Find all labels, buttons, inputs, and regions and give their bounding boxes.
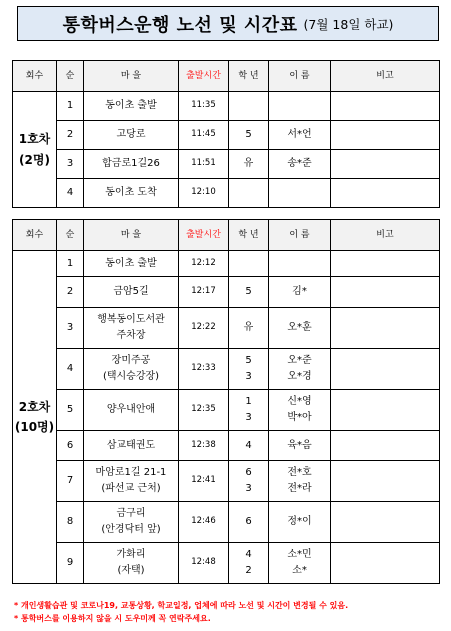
- student-name: 전*호 전*라: [269, 461, 331, 502]
- table-row: [13, 502, 440, 543]
- table-row: [13, 251, 440, 277]
- student-name: 오*준 오*경: [269, 349, 331, 390]
- departure-time: 12:10: [179, 179, 229, 208]
- header-note: 비고: [331, 220, 440, 251]
- student-grade: [229, 92, 269, 121]
- bus1-schedule-table: [12, 60, 440, 208]
- header-village: 마 을: [84, 61, 179, 92]
- stop-number: 7: [57, 461, 84, 502]
- departure-time: 12:35: [179, 390, 229, 431]
- stop-number: 6: [57, 431, 84, 461]
- note-cell: [331, 121, 440, 150]
- table-row: [13, 179, 440, 208]
- table-row: [13, 121, 440, 150]
- stop-village: 장미주공 (택시승강장): [84, 349, 179, 390]
- stop-number: 3: [57, 308, 84, 349]
- departure-time: 12:38: [179, 431, 229, 461]
- departure-time: 12:12: [179, 251, 229, 277]
- note-cell: [331, 92, 440, 121]
- stop-village: 금암5길: [84, 277, 179, 308]
- departure-time: 12:48: [179, 543, 229, 584]
- stop-village: 양우내안애: [84, 390, 179, 431]
- header-grade: 학 년: [229, 220, 269, 251]
- note-cell: [331, 461, 440, 502]
- student-grade: 유: [229, 308, 269, 349]
- student-grade: 유: [229, 150, 269, 179]
- note-line: * 통학버스를 이용하지 않을 시 도우미께 꼭 연락주세요.: [14, 613, 211, 623]
- note-cell: [331, 251, 440, 277]
- table-row: [13, 150, 440, 179]
- stop-village: 고당로: [84, 121, 179, 150]
- header-departure-time: 출발시간: [179, 220, 229, 251]
- stop-village: 동이초 출발: [84, 92, 179, 121]
- stop-village: 가화리 (자택): [84, 543, 179, 584]
- student-name: [269, 92, 331, 121]
- student-name: 신*영 박*아: [269, 390, 331, 431]
- stop-village: 행복동이도서관 주차장: [84, 308, 179, 349]
- student-grade: [229, 179, 269, 208]
- student-name: 정*이: [269, 502, 331, 543]
- student-grade: 5 3: [229, 349, 269, 390]
- table-row: [13, 543, 440, 584]
- student-name: 오*훈: [269, 308, 331, 349]
- bus2-schedule-table: [12, 219, 440, 584]
- stop-number: 4: [57, 349, 84, 390]
- vehicle-cell: [13, 92, 57, 208]
- student-grade: 5: [229, 277, 269, 308]
- note-cell: [331, 150, 440, 179]
- stop-number: 1: [57, 251, 84, 277]
- student-name: [269, 179, 331, 208]
- header-departure-time: 출발시간: [179, 61, 229, 92]
- table-row: [13, 390, 440, 431]
- stop-number: 5: [57, 390, 84, 431]
- stop-number: 4: [57, 179, 84, 208]
- student-name: 서*언: [269, 121, 331, 150]
- note-cell: [331, 390, 440, 431]
- stop-village: 삼교태권도: [84, 431, 179, 461]
- table-header-row: [13, 61, 440, 92]
- departure-time: 11:35: [179, 92, 229, 121]
- header-order: 순: [57, 61, 84, 92]
- note-cell: [331, 431, 440, 461]
- header-order: 순: [57, 220, 84, 251]
- departure-time: 11:45: [179, 121, 229, 150]
- departure-time: 12:33: [179, 349, 229, 390]
- header-round: 회수: [13, 220, 57, 251]
- stop-village: 동이초 출발: [84, 251, 179, 277]
- vehicle-label: 2호차: [18, 399, 51, 414]
- stop-number: 9: [57, 543, 84, 584]
- student-name: 김*: [269, 277, 331, 308]
- note-line: * 개인생활습관 및 코로나19, 교통상황, 학교일정, 업체에 따라 노선 및 시간이 변경될 수 있음.: [14, 601, 349, 610]
- table-row: [13, 92, 440, 121]
- notes: [14, 600, 444, 625]
- student-name: 육*음: [269, 431, 331, 461]
- stop-number: 2: [57, 121, 84, 150]
- student-name: 송*준: [269, 150, 331, 179]
- table-row: [13, 431, 440, 461]
- student-grade: 4: [229, 431, 269, 461]
- vehicle-label: 1호차: [18, 132, 51, 147]
- stop-village: 합금로1길26: [84, 150, 179, 179]
- departure-time: 12:46: [179, 502, 229, 543]
- note-cell: [331, 349, 440, 390]
- student-grade: [229, 251, 269, 277]
- student-grade: 6: [229, 502, 269, 543]
- note-cell: [331, 308, 440, 349]
- table-row: [13, 277, 440, 308]
- header-name: 이 름: [269, 220, 331, 251]
- table-header-row: [13, 220, 440, 251]
- title-date: (7월 18일 하교): [303, 16, 394, 32]
- note-cell: [331, 502, 440, 543]
- page-title: [17, 6, 439, 41]
- departure-time: 11:51: [179, 150, 229, 179]
- departure-time: 12:41: [179, 461, 229, 502]
- header-grade: 학 년: [229, 61, 269, 92]
- stop-number: 2: [57, 277, 84, 308]
- student-grade: 4 2: [229, 543, 269, 584]
- stop-number: 1: [57, 92, 84, 121]
- vehicle-count: (10명): [14, 420, 55, 434]
- student-grade: 1 3: [229, 390, 269, 431]
- vehicle-cell: [13, 251, 57, 584]
- student-name: [269, 251, 331, 277]
- departure-time: 12:17: [179, 277, 229, 308]
- header-name: 이 름: [269, 61, 331, 92]
- stop-number: 8: [57, 502, 84, 543]
- table-row: [13, 349, 440, 390]
- note-cell: [331, 179, 440, 208]
- departure-time: 12:22: [179, 308, 229, 349]
- student-grade: 5: [229, 121, 269, 150]
- note-cell: [331, 543, 440, 584]
- header-round: 회수: [13, 61, 57, 92]
- stop-number: 3: [57, 150, 84, 179]
- stop-village: 금구리 (안경닥터 앞): [84, 502, 179, 543]
- table-row: [13, 461, 440, 502]
- stop-village: 동이초 도착: [84, 179, 179, 208]
- stop-village: 마암로1길 21-1 (파선교 근처): [84, 461, 179, 502]
- note-cell: [331, 277, 440, 308]
- table-row: [13, 308, 440, 349]
- header-note: 비고: [331, 61, 440, 92]
- title-main: 통학버스운행 노선 및 시간표: [62, 14, 298, 36]
- header-village: 마 을: [84, 220, 179, 251]
- student-grade: 6 3: [229, 461, 269, 502]
- student-name: 소*민 소*: [269, 543, 331, 584]
- vehicle-count: (2명): [19, 152, 50, 167]
